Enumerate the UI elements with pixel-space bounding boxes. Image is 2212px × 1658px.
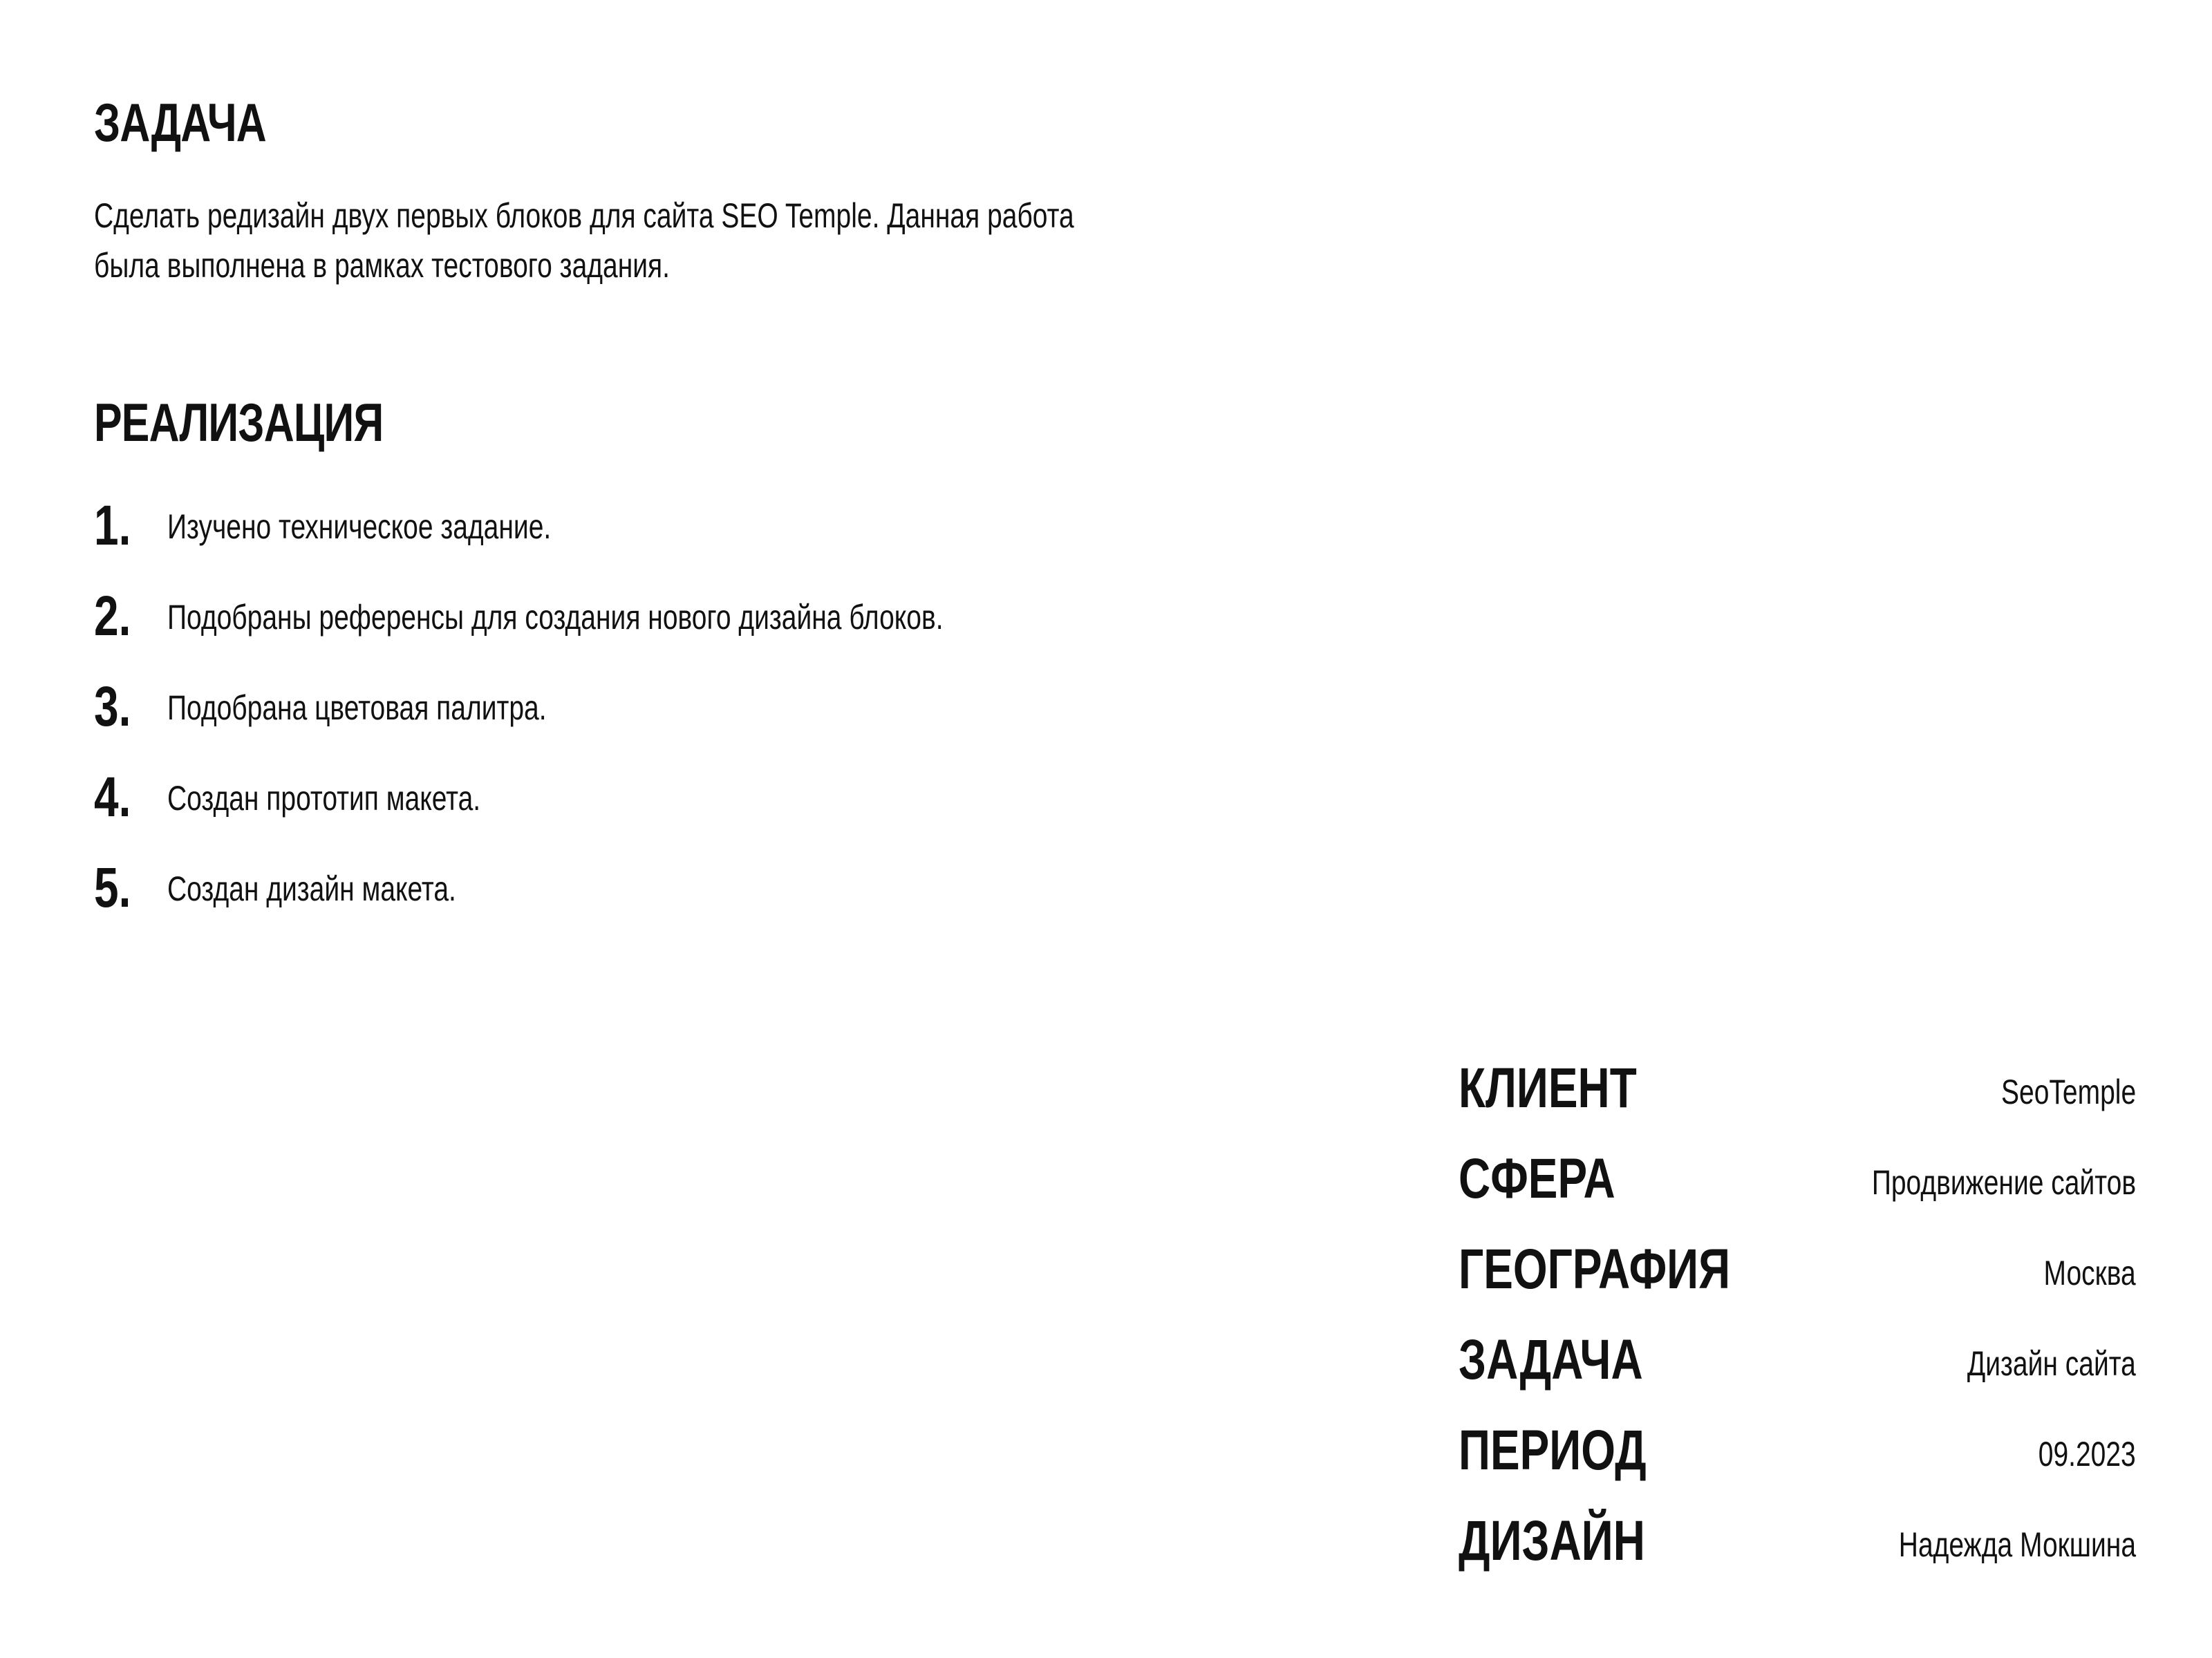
info-row-design bbox=[1459, 1510, 2136, 1601]
info-label: ЗАДАЧА bbox=[1459, 1328, 1643, 1391]
info-label: ДИЗАЙН bbox=[1459, 1509, 1645, 1572]
step-number: 5. bbox=[94, 856, 131, 919]
step-number: 4. bbox=[94, 766, 131, 829]
step-number: 3. bbox=[94, 675, 131, 738]
task-description-line: была выполнена в рамках тестового задания. bbox=[94, 246, 670, 285]
info-label: ГЕОГРАФИЯ bbox=[1459, 1238, 1731, 1301]
step-text: Создан дизайн макета. bbox=[167, 869, 456, 908]
project-info-table bbox=[1459, 1057, 2136, 1601]
info-value: Надежда Мокшина bbox=[1898, 1525, 2136, 1564]
task-description bbox=[94, 191, 1615, 290]
task-heading bbox=[94, 92, 315, 153]
step-text: Создан прототип макета. bbox=[167, 779, 481, 818]
info-label: КЛИЕНТ bbox=[1459, 1057, 1637, 1120]
step-text: Подобрана цветовая палитра. bbox=[167, 688, 547, 727]
info-label: ПЕРИОД bbox=[1459, 1419, 1647, 1482]
info-row-period bbox=[1459, 1420, 2136, 1510]
info-value: Дизайн сайта bbox=[1967, 1344, 2136, 1383]
info-value: SeoTemple bbox=[2000, 1073, 2136, 1111]
info-value: Москва bbox=[2043, 1254, 2136, 1292]
task-description-line: Сделать редизайн двух первых блоков для сайта SEO Temple. Данная работа bbox=[94, 196, 1074, 235]
step-text: Подобраны референсы для создания нового дизайна блоков. bbox=[167, 598, 944, 637]
info-row-task bbox=[1459, 1329, 2136, 1420]
step-text: Изучено техническое задание. bbox=[167, 507, 552, 546]
info-label: СФЕРА bbox=[1459, 1147, 1615, 1210]
info-row-client bbox=[1459, 1057, 2136, 1148]
info-value: 09.2023 bbox=[2038, 1435, 2136, 1473]
step-number: 2. bbox=[94, 585, 131, 648]
info-row-sphere bbox=[1459, 1148, 2136, 1238]
implementation-heading bbox=[94, 392, 465, 453]
implementation-heading-text: РЕАЛИЗАЦИЯ bbox=[94, 392, 384, 453]
task-heading-text: ЗАДАЧА bbox=[94, 92, 266, 153]
info-value: Продвижение сайтов bbox=[1871, 1163, 2136, 1202]
step-number: 1. bbox=[94, 494, 131, 557]
info-row-geography bbox=[1459, 1238, 2136, 1329]
